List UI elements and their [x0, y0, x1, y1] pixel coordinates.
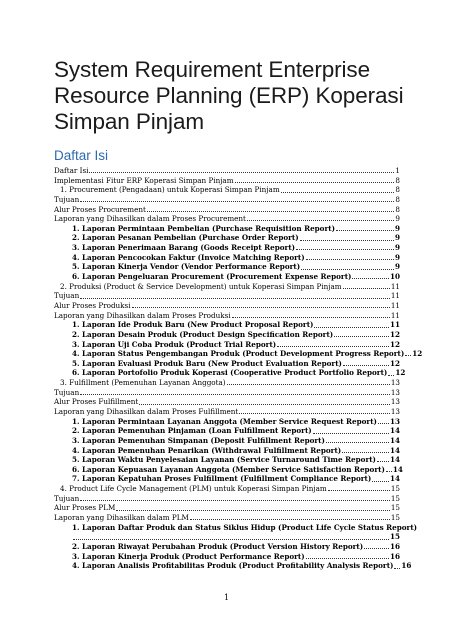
toc-entry-title: 4. Laporan Status Pengembangan Produk (Product Development Progress Report) [72, 349, 405, 359]
toc-entry-page: 15 [389, 532, 400, 542]
toc-entry[interactable] [54, 475, 400, 485]
toc-entry[interactable] [54, 417, 400, 427]
toc-entry-page: 14 [392, 464, 403, 474]
toc-entry[interactable] [54, 378, 400, 388]
toc-entry[interactable] [54, 224, 400, 234]
toc-entry-title: 3. Laporan Uji Coba Produk (Product Trial Report) [72, 339, 277, 349]
toc-entry-page: 1 [395, 165, 400, 175]
toc-entry-title: 6. Laporan Kepuasan Layanan Anggota (Member Service Satisfaction Report) [72, 464, 385, 474]
toc-entry-title: 2. Laporan Pemenuhan Pinjaman (Loan Fulfillment Report) [72, 426, 312, 436]
toc-entry[interactable] [54, 407, 400, 417]
toc-leader-dots [342, 452, 389, 453]
toc-entry-title: Tujuan [54, 194, 80, 204]
toc-leader-dots [377, 461, 389, 462]
toc-entry-title: 2. Laporan Desain Produk (Product Design Specification Report) [72, 329, 334, 339]
toc-entry[interactable] [54, 436, 400, 446]
toc-entry-page: 12 [395, 368, 406, 378]
toc-leader-dots [277, 346, 389, 347]
toc-entry-page: 12 [412, 349, 423, 359]
toc-entry-title: 1. Laporan Daftar Produk dan Status Siklus Hidup (Product Life Cycle Status Report) [72, 522, 418, 532]
toc-entry[interactable] [54, 282, 400, 292]
toc-entry-page: 14 [389, 474, 400, 484]
toc-entry[interactable] [54, 253, 400, 263]
toc-leader-dots [80, 500, 390, 501]
toc-entry-title: 2. Laporan Riwayat Perubahan Produk (Product Version History Report) [72, 541, 364, 551]
toc-entry-title: 4. Laporan Pencocokan Faktur (Invoice Matching Report) [72, 252, 305, 262]
toc-leader-dots [334, 336, 389, 337]
toc-leader-dots [301, 269, 394, 270]
toc-entry[interactable] [54, 214, 400, 224]
toc-entry-title: Tujuan [54, 493, 80, 503]
toc-leader-dots [352, 278, 389, 279]
toc-leader-dots [328, 490, 390, 491]
toc-entry-title: 2. Produksi (Product & Service Development) untuk Koperasi Simpan Pinjam [60, 281, 342, 291]
toc-entry-page: 11 [389, 320, 400, 330]
toc-leader-dots [314, 327, 389, 328]
toc-leader-dots [227, 384, 390, 385]
toc-entry[interactable] [54, 195, 400, 205]
toc-entry-title: Alur Proses PLM [54, 503, 116, 513]
toc-leader-dots [306, 558, 389, 559]
toc-entry-page: 15 [390, 493, 400, 503]
toc-entry[interactable] [54, 262, 400, 272]
toc-entry-page: 9 [394, 243, 400, 253]
toc-entry-title: 5. Laporan Evaluasi Produk Baru (New Product Evaluation Report) [72, 358, 342, 368]
toc-entry-page: 15 [390, 503, 400, 513]
toc-entry-title: 4. Laporan Pemenuhan Penarikan (Withdrawal Fulfillment Report) [72, 445, 342, 455]
toc-leader-dots [343, 288, 390, 289]
toc-entry-title: 1. Laporan Permintaan Pembelian (Purchase Requisition Report) [72, 223, 335, 233]
toc-entry-page: 13 [389, 416, 400, 426]
toc-entry-page: 16 [389, 541, 400, 551]
toc-entry-title: 6. Laporan Portofolio Produk Koperasi (Cooperative Product Portfolio Report) [72, 368, 388, 378]
toc-entry[interactable] [54, 513, 400, 523]
toc-entry-page: 14 [389, 445, 400, 455]
toc-entry[interactable] [54, 455, 400, 465]
toc-leader-dots [132, 307, 390, 308]
toc-entry-page: 8 [395, 185, 400, 195]
toc-entry-title: Alur Proses Produksi [54, 300, 131, 310]
toc-entry-title: Alur Proses Fulfillment [54, 397, 139, 407]
toc-entry[interactable] [54, 272, 400, 282]
toc-entry[interactable] [54, 243, 400, 253]
toc-leader-dots [336, 230, 394, 231]
toc-entry-page: 8 [395, 204, 400, 214]
toc-entry-page: 9 [395, 214, 400, 224]
toc-entry-title: Laporan yang Dihasilkan dalam PLM [54, 513, 189, 523]
document-title: System Requirement Enterprise Resource Planning (ERP) Koperasi Simpan Pinjam [54, 57, 404, 134]
toc-entry-page: 13 [390, 378, 400, 388]
table-of-contents [54, 165, 423, 571]
toc-leader-dots [116, 510, 390, 511]
toc-entry-page: 15 [390, 484, 400, 494]
toc-leader-dots [313, 433, 389, 434]
toc-entry-title: 1. Laporan Permintaan Layanan Anggota (Member Service Request Report) [72, 416, 377, 426]
toc-entry-page: 13 [390, 407, 400, 416]
toc-entry-page: 11 [390, 291, 400, 301]
toc-entry[interactable] [54, 368, 406, 378]
toc-entry-title: 1. Laporan Ide Produk Baru (New Product Proposal Report) [72, 320, 314, 330]
toc-leader-dots [80, 298, 390, 299]
toc-heading: Daftar Isi [54, 148, 109, 163]
toc-entry[interactable] [54, 176, 400, 186]
toc-entry-page: 8 [395, 175, 400, 185]
toc-leader-dots [300, 240, 394, 241]
toc-entry[interactable] [54, 233, 400, 243]
toc-entry-page: 13 [390, 387, 400, 397]
toc-entry-page: 16 [389, 551, 400, 561]
toc-entry[interactable] [54, 426, 400, 436]
toc-entry-title: Tujuan [54, 387, 80, 397]
toc-entry-page: 14 [389, 435, 400, 445]
toc-entry-title: Implementasi Fitur ERP Koperasi Simpan Pinjam [54, 175, 234, 185]
toc-leader-dots [343, 365, 389, 366]
toc-entry[interactable] [54, 311, 400, 321]
page-number: 1 [223, 593, 230, 602]
toc-leader-dots [386, 471, 392, 472]
toc-entry[interactable] [54, 320, 400, 330]
toc-entry-title: 2. Laporan Pesanan Pembelian (Purchase Order Report) [72, 233, 299, 243]
toc-entry[interactable] [54, 359, 400, 369]
toc-leader-dots [190, 519, 390, 520]
toc-entry-page: 14 [389, 426, 400, 436]
toc-entry-page: 11 [390, 281, 400, 291]
toc-leader-dots [147, 211, 395, 212]
toc-leader-dots [235, 182, 395, 183]
toc-entry[interactable] [54, 397, 400, 407]
toc-entry-title: 3. Laporan Pemenuhan Simpanan (Deposit Fulfillment Report) [72, 435, 325, 445]
toc-leader-dots [372, 481, 389, 482]
toc-entry-page: 12 [389, 339, 400, 349]
toc-leader-dots [388, 375, 394, 376]
toc-entry-page: 11 [390, 300, 400, 310]
toc-entry-title: Laporan yang Dihasilkan dalam Proses Produksi [54, 310, 231, 320]
toc-entry-title: Alur Proses Procurement [54, 204, 146, 214]
toc-entry[interactable] [54, 484, 400, 494]
toc-entry[interactable] [54, 464, 403, 475]
toc-entry[interactable] [54, 166, 400, 176]
toc-leader-dots [281, 192, 395, 193]
toc-entry-page: 9 [394, 252, 400, 262]
toc-entry-title: 1. Procurement (Pengadaan) untuk Koperasi Simpan Pinjam [60, 185, 280, 195]
toc-entry[interactable] [54, 301, 400, 311]
toc-entry-title: 4. Laporan Analisis Profitabilitas Produk (Product Profitability Analysis Report) [72, 561, 394, 571]
toc-entry-page: 9 [394, 262, 400, 272]
toc-leader-dots [247, 220, 395, 221]
toc-entry-title: Laporan yang Dihasilkan dalam Proses Procurement [54, 214, 246, 224]
toc-entry[interactable] [54, 330, 400, 340]
toc-leader-dots [364, 548, 389, 549]
toc-leader-dots [139, 404, 390, 405]
toc-leader-dots [306, 259, 394, 260]
toc-leader-dots [239, 413, 390, 414]
toc-entry-page: 12 [389, 329, 400, 339]
toc-entry-page: 14 [389, 455, 400, 465]
toc-entry-title: Tujuan [54, 291, 80, 301]
toc-entry[interactable] [54, 561, 412, 571]
toc-entry-page: 9 [394, 223, 400, 233]
toc-entry-page: 9 [394, 233, 400, 243]
toc-entry[interactable] [54, 494, 400, 504]
toc-entry[interactable] [54, 291, 400, 301]
toc-entry[interactable] [54, 205, 400, 215]
toc-entry[interactable] [54, 446, 400, 456]
toc-leader-dots [296, 249, 394, 250]
toc-entry[interactable] [54, 340, 400, 350]
toc-entry-page: 15 [390, 513, 400, 523]
toc-leader-dots [394, 568, 400, 569]
toc-entry-page: 10 [389, 272, 400, 282]
toc-leader-dots [73, 539, 389, 540]
toc-leader-dots [80, 201, 394, 202]
toc-entry-title: Laporan yang Dihasilkan dalam Proses Fulfillment [54, 407, 239, 416]
toc-entry[interactable] [54, 349, 423, 359]
toc-entry-page: 12 [389, 358, 400, 368]
toc-leader-dots [405, 355, 411, 356]
toc-entry-title: 7. Laporan Kepatuhan Proses Fulfillment (Fulfillment Compliance Report) [72, 474, 372, 484]
toc-entry-page: 11 [390, 310, 400, 320]
toc-entry-title: Daftar Isi [54, 165, 89, 175]
toc-entry-title: 3. Laporan Kinerja Produk (Product Performance Report) [72, 551, 305, 561]
toc-leader-dots [232, 317, 390, 318]
toc-entry[interactable] [54, 552, 400, 562]
toc-entry-page: 16 [401, 561, 412, 571]
toc-entry-title: 3. Laporan Penerimaan Barang (Goods Receipt Report) [72, 243, 296, 253]
toc-leader-dots [378, 423, 389, 424]
toc-entry-page: 13 [390, 397, 400, 407]
toc-entry-title: 5. Laporan Waktu Penyelesaian Layanan (Service Turnaround Time Report) [72, 455, 376, 465]
toc-entry[interactable] [54, 388, 400, 398]
toc-entry-title: 3. Fulfillment (Pemenuhan Layanan Anggota) [60, 378, 226, 388]
toc-entry-title: 4. Product Life Cycle Management (PLM) untuk Koperasi Simpan Pinjam [60, 484, 327, 494]
toc-entry[interactable] [54, 503, 400, 513]
toc-entry[interactable] [54, 542, 400, 552]
toc-leader-dots [326, 442, 389, 443]
toc-leader-dots [89, 172, 394, 173]
toc-entry-page: 8 [395, 194, 400, 204]
toc-entry-title: 6. Laporan Pengeluaran Procurement (Procurement Expense Report) [72, 272, 352, 282]
toc-entry[interactable] [54, 522, 418, 542]
toc-entry[interactable] [54, 185, 400, 195]
toc-leader-dots [80, 394, 390, 395]
toc-entry-title: 5. Laporan Kinerja Vendor (Vendor Performance Report) [72, 262, 301, 272]
